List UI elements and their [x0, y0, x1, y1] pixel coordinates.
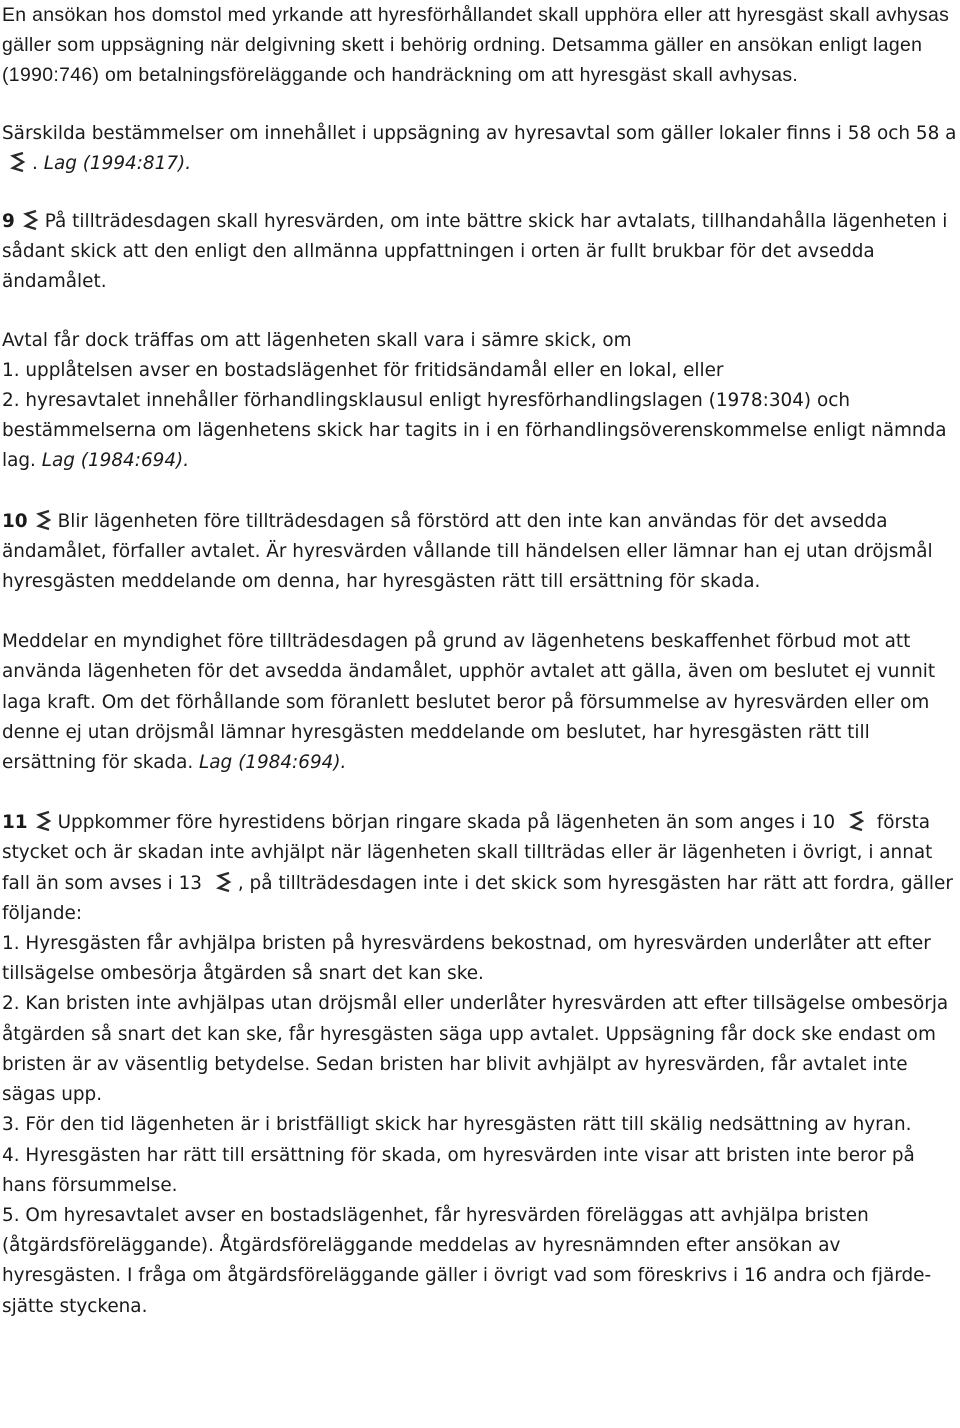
list-item: 5. Om hyresavtalet avser en bostadslägenhet, får hyresvärden föreläggas att avhjälpa bristen (åtgärdsföreläggande). Åtgärdsföreläggande meddelas av hyresnämnden efter ansökan av hyresgästen. I fråga om åtgärdsföreläggande gäller i övrigt vad som föreskrivs i 16 andra och fjärde-sjätte styckena.	[2, 1204, 932, 1317]
paragraph-lokaler-after: .	[32, 152, 44, 174]
list-item: 2. Kan bristen inte avhjälpas utan dröjsmål eller underlåter hyresvärden att efter tillsägelse ombesörja åtgärden så snart det kan ske, får hyresgästen säga upp avtalet. Uppsägning får dock ske endast om bristen är av väsentlig betydelse. Sedan bristen har blivit avhjälpt av hyresvärden, får avtalet inte sägas upp.	[2, 993, 949, 1106]
section-9-paragraph	[2, 207, 958, 298]
list-item: 3. För den tid lägenheten är i bristfälligt skick har hyresgästen rätt till skälig nedsättning av hyran.	[2, 1114, 912, 1136]
law-citation: Lag (1994:817).	[43, 152, 192, 174]
section-number: 11	[2, 812, 28, 834]
paragraph-lokaler-text: Särskilda bestämmelser om innehållet i uppsägning av hyresavtal som gäller lokaler finns i 58 och 58 a	[2, 122, 957, 144]
section-9-line-2: 1. upplåtelsen avser en bostadslägenhet för fritidsändamål eller en lokal, eller	[2, 359, 724, 381]
section-sign-icon	[8, 150, 28, 174]
section-11-text-c: , på tillträdesdagen inte i det skick som hyresgästen har rätt att fordra, gäller följande:	[2, 872, 953, 924]
section-9-text: På tillträdesdagen skall hyresvärden, om inte bättre skick har avtalats, tillhandahålla lägenheten i sådant skick att den enligt den allmänna uppfattningen i orten är fullt brukbar för det avsedda ändamålet.	[2, 211, 948, 293]
section-sign-icon	[847, 809, 867, 833]
section-10-paragraph-2	[2, 627, 958, 778]
section-9-line-1: Avtal får dock träffas om att lägenheten skall vara i sämre skick, om	[2, 329, 632, 351]
section-11-text-a: Uppkommer före hyrestidens början ringare skada på lägenheten än som anges i 10	[57, 812, 841, 834]
section-11-paragraph	[2, 808, 958, 929]
section-sign-icon	[34, 809, 54, 833]
section-9-last-text: 2. hyresavtalet innehåller förhandlingsklausul enligt hyresförhandlingslagen (1978:304) och bestämmelserna om lägenhetens skick har tagits in i en förhandlingsöverenskommelse enligt nämnda lag.	[2, 390, 947, 472]
intro-paragraph: En ansökan hos domstol med yrkande att hyresförhållandet skall upphöra eller att hyresgäst skall avhysas gäller som uppsägning när delgivning skett i behörig ordning. Detsamma gäller en ansökan enligt lagen (1990:746) om betalningsföreläggande och handräckning om att hyresgäst skall avhysas.	[2, 4, 950, 87]
section-11-text-b: första stycket och är skadan inte avhjälpt när lägenheten skall tillträdas eller är lägenheten i övrigt, i annat fall än som avses i 13	[2, 812, 933, 894]
section-10-paragraph	[2, 507, 958, 598]
law-citation: Lag (1984:694).	[41, 450, 190, 472]
section-sign-icon	[214, 870, 234, 894]
list-item: 1. Hyresgästen får avhjälpa bristen på hyresvärdens bekostnad, om hyresvärden underlåter att efter tillsägelse ombesörja åtgärden så snart det kan ske.	[2, 933, 931, 985]
section-sign-icon	[21, 208, 41, 232]
section-10-p2-text: Meddelar en myndighet före tillträdesdagen på grund av lägenhetens beskaffenhet förbud mot att använda lägenheten för det avsedda ändamålet, upphör avtalet att gälla, även om beslutet ej vunnit laga kraft. Om det förhållande som föranlett beslutet beror på försummelse av hyresvärden eller om denne ej utan dröjsmål lämnar hyresgästen meddelande om beslutet, har hyresgästen rätt till ersättning för skada.	[2, 631, 936, 774]
section-9-line-3	[2, 386, 958, 477]
list-item: 4. Hyresgästen har rätt till ersättning för skada, om hyresvärden inte visar att bristen inte beror på hans försummelse.	[2, 1144, 915, 1196]
law-citation: Lag (1984:694).	[199, 752, 347, 774]
section-number: 10	[2, 510, 28, 532]
section-number: 9	[2, 211, 15, 233]
section-10-text: Blir lägenheten före tillträdesdagen så förstörd att den inte kan användas för det avsedda ändamålet, förfaller avtalet. Är hyresvärden vållande till händelsen eller lämnar han ej utan dröjsmål hyresgästen meddelande om denna, har hyresgästen rätt till ersättning för skada.	[2, 510, 933, 593]
paragraph-lokaler	[2, 119, 958, 179]
section-sign-icon	[34, 508, 54, 532]
